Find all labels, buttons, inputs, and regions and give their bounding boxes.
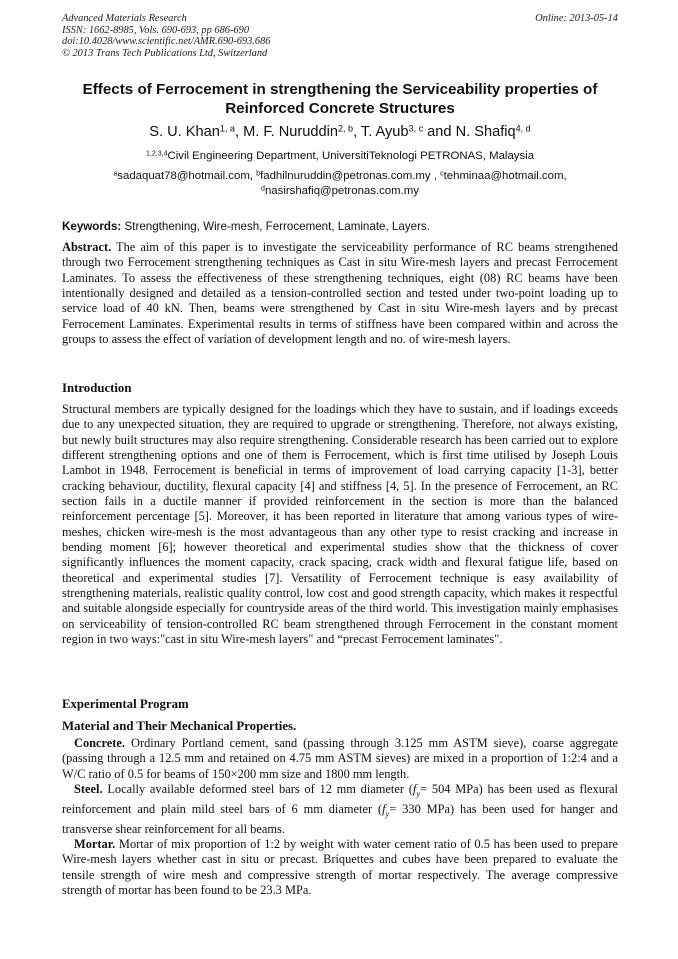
email-list	[62, 169, 618, 199]
author-affil-mark: 2, b	[337, 123, 354, 134]
email-mark: b	[256, 170, 261, 178]
affiliation	[62, 149, 618, 163]
fy-symbol: f	[412, 782, 417, 797]
affiliation-mark: 1,2,3,4	[145, 150, 168, 158]
author-affil-mark: 1, a	[219, 123, 235, 134]
fy-symbol: f	[382, 801, 386, 816]
abstract-label: Abstract.	[62, 240, 112, 254]
author-separator: ,	[353, 124, 361, 140]
steel-text: = 504 MPa) has been used as flexural reinforcement and plain mild steel bars of 6 mm diameter (	[62, 782, 618, 816]
section-heading-introduction: Introduction	[62, 381, 132, 395]
email-separator: ,	[249, 170, 257, 182]
keywords-label: Keywords:	[62, 220, 122, 233]
author-separator: and	[423, 124, 456, 140]
journal-issn: ISSN: 1662-8985, Vols. 690-693, pp 686-690	[62, 24, 250, 36]
paper-title: Effects of Ferrocement in strengthening the Serviceability properties of Reinforced Concrete Structures	[82, 81, 598, 117]
email-address: fadhilnuruddin@petronas.com.my	[260, 170, 431, 182]
section-heading-experimental: Experimental Program	[62, 697, 189, 711]
journal-copyright: © 2013 Trans Tech Publications Ltd, Switzerland	[62, 47, 268, 59]
concrete-text: Ordinary Portland cement, sand (passing through 3.125 mm ASTM sieve), coarse aggregate (passing through a 12.5 mm and retained on 4.75 mm ASTM sieves) are mixed in a proportion of 1:2:4 and a W/C ratio of 0.5 for beams of 150×200 mm size and 1800 mm length.	[62, 736, 618, 781]
journal-header	[62, 13, 618, 59]
email-mark: c	[440, 170, 444, 178]
email-separator: ,	[563, 170, 567, 182]
author-name: T. Ayub	[360, 124, 409, 140]
mortar-label: Mortar.	[74, 837, 116, 851]
affiliation-text: Civil Engineering Department, UniversitiTeknologi PETRONAS, Malaysia	[167, 150, 535, 162]
steel-text: Locally available deformed steel bars of 12 mm diameter (	[107, 782, 413, 797]
author-name: S. U. Khan	[149, 124, 220, 140]
materials-section	[62, 736, 618, 898]
mortar-text: Mortar of mix proportion of 1:2 by weight with water cement ratio of 0.5 has been used to prepare Wire-mesh layers whether cast in situ or precast. Briquettes and cubes have been prepared to evaluate the tensile strength of wire mesh and compressive strength of mortar respectively. The average compressive strength of mortar has been found to be 23.3 MPa.	[62, 837, 618, 898]
online-date: Online: 2013-05-14	[535, 13, 618, 24]
abstract	[62, 240, 618, 347]
mortar-paragraph	[62, 837, 618, 898]
author-name: N. Shafiq	[455, 124, 516, 140]
author-list	[62, 123, 618, 141]
email-mark: a	[113, 170, 118, 178]
fy-subscript: y	[416, 788, 421, 799]
email-address: tehminaa@hotmail.com	[443, 170, 564, 182]
introduction-text: Structural members are typically designed for the loadings which they have to sustain, and if loadings exceeds due to any unexpected situation, they are required to upgrade or strengthening. Therefore, not always existing, but newly built structures may also require strengthening. Considerable research has been carried out to explore different strengthening options and one of them is Ferrocement, which is first time utilised by Joseph Louis Lambot in 1948. Ferrocement is beneficial in terms of improvement of load carrying capacity [1-3], better cracking behaviour, ductility, flexural capacity [4] and stiffness [4, 5]. In the presence of Ferrocement, an RC section fails in a ductile manner if provided reinforcement in the section is more than the balanced reinforcement percentage [5]. Moreover, it has been reported in literature that among various types of wire-meshes, chicken wire-mesh is the most advantageous than any other type to resist cracking and increase in bending moment [6]; however theoretical and experimental studies show that the thickness of cover significantly influences the moment capacity, crack spacing, crack width and flexural fatigue life, based on theoretical and experimental studies [7]. Versatility of Ferrocement technique is easy availability of strengthening materials, realistic quality control, low cost and good strength capacity, which makes it respectful and suitable alongside especially for countryside areas of the third world. This investigation mainly emphasises on serviceability of tension-controlled RC beam strengthened through Ferrocement in the constant moment region in two ways:"cast in situ Wire-mesh layers" and “precast Ferrocement laminates".	[62, 402, 618, 647]
steel-paragraph	[62, 782, 618, 837]
subsection-heading-materials: Material and Their Mechanical Properties.	[62, 719, 297, 733]
steel-label: Steel.	[74, 782, 103, 797]
fy-subscript: y	[385, 808, 390, 819]
journal-doi: doi:10.4028/www.scientific.net/AMR.690-693.686	[62, 36, 271, 48]
email-separator: ,	[430, 170, 441, 182]
keywords	[62, 220, 618, 234]
author-separator: ,	[234, 124, 244, 140]
abstract-text: The aim of this paper is to investigate the serviceability performance of RC beams strengthened through two Ferrocement strengthening techniques as Cast in situ Wire-mesh layers and precast Ferrocement Laminates. To assess the effectiveness of these strengthening techniques, eight (08) RC beams have been intentionally designed and detailed as a tension-controlled section and tested under two-point loading up to service load of 40 kN. Then, beams were strengthened by Cast in situ Wire-mesh layers and by precast Ferrocement Laminates. Experimental results in terms of stiffness have been compared within and across the groups to assess the effect of variation of development length and no. of wire-mesh layers.	[62, 240, 618, 347]
author-affil-mark: 4, d	[515, 123, 531, 134]
steel-text: = 330 MPa) has been used for hanger and transverse shear reinforcement for all beams.	[62, 801, 618, 836]
email-mark: d	[261, 185, 265, 193]
journal-name: Advanced Materials Research	[62, 13, 187, 24]
email-address: nasirshafiq@petronas.com.my	[264, 185, 419, 197]
keywords-text: Strengthening, Wire-mesh, Ferrocement, Laminate, Layers.	[124, 220, 430, 233]
author-name: M. F. Nuruddin	[243, 124, 338, 140]
concrete-label: Concrete.	[74, 736, 126, 750]
author-affil-mark: 3, c	[408, 123, 424, 134]
email-address: sadaquat78@hotmail.com	[117, 170, 250, 182]
concrete-paragraph	[62, 736, 618, 782]
